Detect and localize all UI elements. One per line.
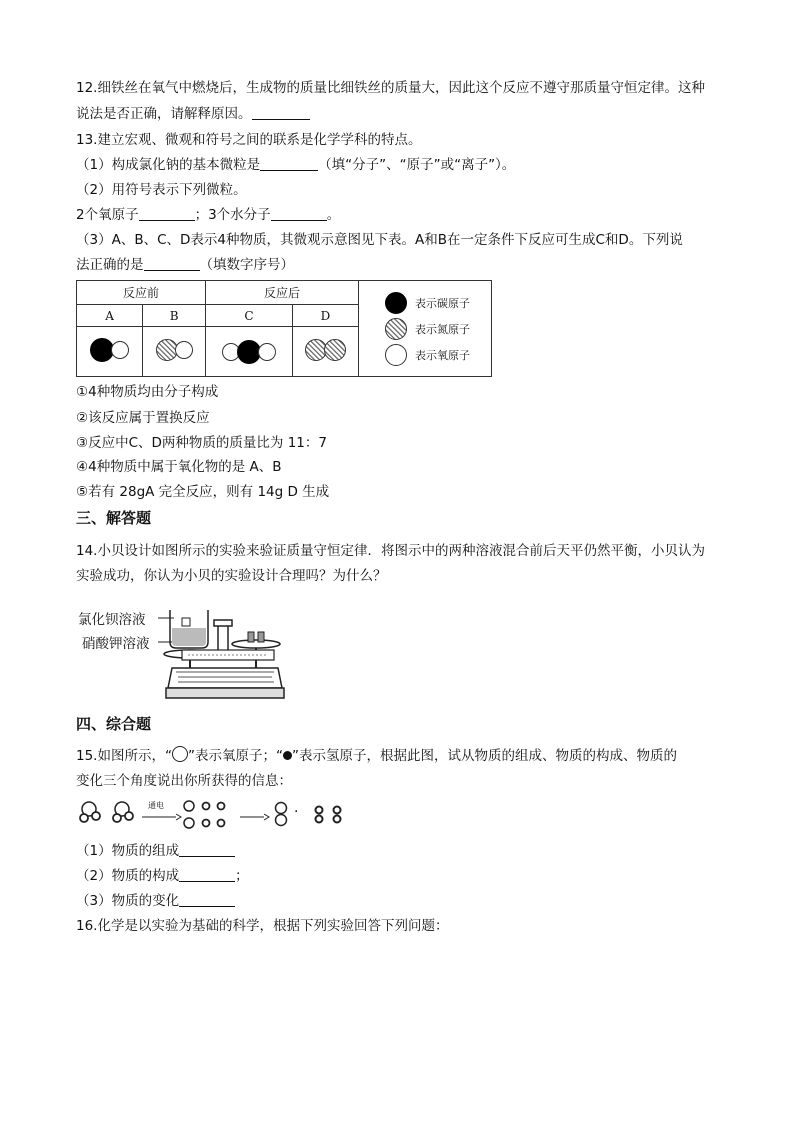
q13-part3-hint: （填数字序号） bbox=[199, 257, 294, 273]
q13-part3-line1: （3）A、B、C、D表示4种物质，其微观示意图见下表。A和B在一定条件下反应可生成C和D。下列说 bbox=[76, 232, 683, 248]
separator-dot: · bbox=[294, 804, 299, 820]
q13-part2-blank-a[interactable] bbox=[139, 206, 195, 221]
q13-option-2: ②该反应属于置换反应 bbox=[76, 410, 210, 426]
balance-figure bbox=[78, 604, 298, 704]
legend-carbon-label: 表示碳原子 bbox=[415, 296, 470, 310]
q13-option-4: ④4种物质中属于氧化物的是 A、B bbox=[76, 459, 282, 475]
label-bacl2: 氯化钡溶液 bbox=[78, 612, 146, 628]
q13-part1-text: （1）构成氯化钠的基本微粒是 bbox=[76, 157, 261, 173]
molecule-a bbox=[77, 327, 143, 377]
oxygen-atom-icon bbox=[385, 344, 407, 366]
label-kno3: 硝酸钾溶液 bbox=[82, 636, 150, 652]
hydrogen-atom-icon bbox=[283, 751, 292, 760]
q15-line1 bbox=[76, 746, 677, 766]
q15-part2-text: （2）物质的构成 bbox=[76, 868, 180, 884]
q14-line2: 实验成功，你认为小贝的实验设计合理吗？为什么？ bbox=[76, 568, 387, 584]
q15-part2-end: ； bbox=[235, 868, 249, 884]
q13-option-1: ①4种物质均由分子构成 bbox=[76, 384, 219, 400]
q15-part2 bbox=[76, 866, 249, 886]
table-after-header: 反应后 bbox=[206, 281, 359, 305]
legend-nitrogen-label: 表示氮原子 bbox=[415, 322, 470, 336]
q15-line1-a: 15.如图所示，“ bbox=[76, 748, 172, 764]
q15-part3-text: （3）物质的变化 bbox=[76, 893, 180, 909]
carbon-atom-icon bbox=[385, 292, 407, 314]
q15-line2: 变化三个角度说出你所获得的信息： bbox=[76, 773, 292, 789]
q13-part2: （2）用符号表示下列微粒。 bbox=[76, 182, 247, 198]
q15-part1-text: （1）物质的组成 bbox=[76, 843, 180, 859]
q13-part3-line2 bbox=[76, 255, 294, 275]
reaction-table bbox=[76, 280, 492, 377]
q15-part2-blank[interactable] bbox=[179, 867, 235, 882]
q15-line1-b: ”表示氧原子；“ bbox=[187, 748, 283, 764]
table-col-c: C bbox=[206, 305, 293, 327]
q13-part3-text: 法正确的是 bbox=[76, 257, 144, 273]
q13-part1-blank[interactable] bbox=[260, 156, 318, 171]
q12-line1: 12.细铁丝在氧气中燃烧后，生成物的质量比细铁丝的质量大，因此这个反应不遵守那质量守恒定律。这种 bbox=[76, 80, 705, 96]
q13-part2-items bbox=[76, 205, 340, 225]
table-col-a: A bbox=[77, 305, 143, 327]
q15-part1 bbox=[76, 841, 235, 861]
section-4-heading: 四、综合题 bbox=[76, 715, 152, 733]
q16-line1: 16.化学是以实验为基础的科学，根据下列实验回答下列问题： bbox=[76, 918, 449, 934]
q15-part3-blank[interactable] bbox=[179, 892, 235, 907]
oxygen-atom-icon bbox=[172, 746, 188, 762]
table-before-header: 反应前 bbox=[77, 281, 206, 305]
q13-part2-b: ；3个水分子 bbox=[194, 207, 271, 223]
q13-part2-c: 。 bbox=[326, 207, 341, 223]
q15-part3 bbox=[76, 891, 235, 911]
q13-option-3: ③反应中C、D两种物质的质量比为 11：7 bbox=[76, 435, 327, 451]
q13-part2-a: 2个氧原子 bbox=[76, 207, 139, 223]
q12-line2 bbox=[76, 104, 310, 124]
electrolysis-diagram bbox=[78, 798, 368, 834]
balance-illustration bbox=[78, 604, 298, 704]
q13-part1 bbox=[76, 155, 515, 175]
q12-line2-text: 说法是否正确，请解释原因。 bbox=[76, 106, 252, 122]
table-legend bbox=[359, 281, 492, 377]
q13-part3-blank[interactable] bbox=[144, 256, 200, 271]
molecule-d bbox=[292, 327, 358, 377]
electrolysis-label: 通电 bbox=[148, 801, 164, 810]
q12-answer-blank[interactable] bbox=[252, 105, 310, 120]
q13-part2-blank-b[interactable] bbox=[271, 206, 327, 221]
q13-intro: 13.建立宏观、微观和符号之间的联系是化学学科的特点。 bbox=[76, 132, 422, 148]
table-col-b: B bbox=[143, 305, 206, 327]
q14-line1: 14.小贝设计如图所示的实验来验证质量守恒定律．将图示中的两种溶液混合前后天平仍然平衡，小贝认为 bbox=[76, 543, 705, 559]
nitrogen-atom-icon bbox=[385, 318, 407, 340]
q15-line1-c: ”表示氢原子，根据此图，试从物质的组成、物质的构成、物质的 bbox=[291, 748, 677, 764]
water-molecules-diagram bbox=[78, 798, 368, 834]
q15-part1-blank[interactable] bbox=[179, 842, 235, 857]
section-3-heading: 三、解答题 bbox=[76, 509, 152, 527]
legend-oxygen-label: 表示氧原子 bbox=[415, 348, 470, 362]
q13-option-5: ⑤若有 28gA 完全反应，则有 14g D 生成 bbox=[76, 484, 330, 500]
molecule-c bbox=[206, 327, 293, 377]
molecule-b bbox=[143, 327, 206, 377]
q13-part1-hint: （填“分子”、“原子”或“离子”）。 bbox=[318, 157, 516, 173]
table-col-d: D bbox=[292, 305, 358, 327]
